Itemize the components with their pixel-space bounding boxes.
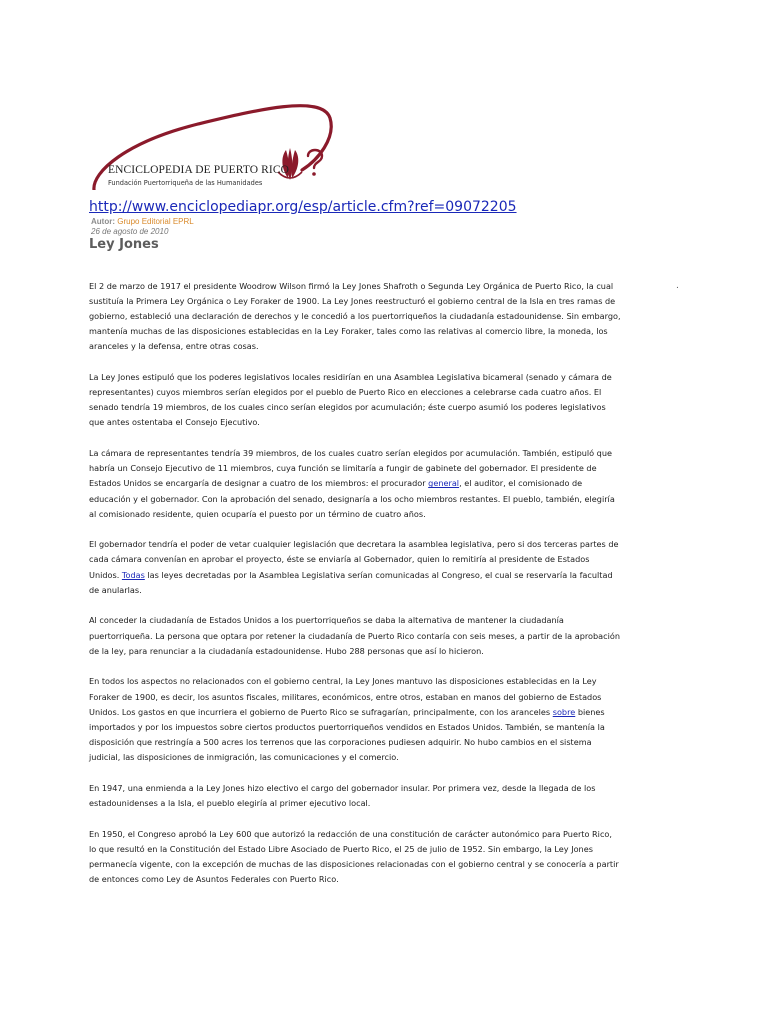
author-value[interactable]: Grupo Editorial EPRL (117, 217, 194, 226)
link-general[interactable]: general (428, 478, 460, 489)
text-line (89, 705, 709, 720)
text-line: aranceles y la defensa, entre otras cosas. (89, 341, 259, 352)
text-line: El gobernador tendría el poder de vetar cualquier legislación que decretara la asamblea legislativa, pero si dos terceras partes de (89, 539, 619, 550)
text-segment: Unidos. (89, 569, 122, 580)
paragraph-4 (89, 537, 709, 597)
paragraph-3 (89, 446, 709, 521)
text-line: La Ley Jones estipuló que los poderes legislativos locales residirían en una Asamblea Legislativa bicameral (senado y cámara de (89, 372, 612, 383)
text-segment: Estados Unidos se encargaría de designar a cuatro de los miembros: el procurador (89, 478, 429, 489)
logo-subtitle: Fundación Puertorriqueña de las Humanidades (108, 179, 263, 187)
article-title: Ley Jones (89, 237, 159, 252)
text-line: lo que resultó en la Constitución del Estado Libre Asociado de Puerto Rico, el 25 de julio de 1952. Sin embargo, la Ley Jones (89, 843, 593, 854)
article-body (89, 279, 709, 903)
paragraph-6 (89, 674, 709, 765)
text-line: educación y el gobernador. Con la aprobación del senado, designaría a los ocho miembros restantes. El pueblo, también, elegiría (89, 493, 615, 504)
text-segment: bienes (575, 706, 605, 717)
text-line: cada cámara convenían en aprobar el proyecto, éste se enviaría al Gobernador, quien lo remitiría al presidente de Estados (89, 554, 590, 565)
text-line: En todos los aspectos no relacionados con el gobierno central, la Ley Jones mantuvo las disposiciones establecidas en la Ley (89, 676, 597, 687)
text-line: sustituía la Primera Ley Orgánica o Ley Foraker de 1900. La Ley Jones reestructuró el gobierno central de la Isla en tres ramas de (89, 296, 616, 307)
paragraph-1 (89, 279, 709, 354)
logo-title: ENCICLOPEDIA DE PUERTO RICO (108, 164, 290, 176)
text-line: habría un Consejo Ejecutivo de 11 miembros, cuya función se limitaría a fungir de gabinete del gobernador. El presidente de (89, 463, 597, 474)
text-line: representantes) cuyos miembros serían elegidos por el pueblo de Puerto Rico en elecciones a celebrarse cada cuatro años. El (89, 387, 602, 398)
text-line: al comisionado residente, quien ocuparía el puesto por un término de cuatro años. (89, 508, 426, 519)
author-line (91, 217, 194, 226)
text-line: importados y por los impuestos sobre ciertos productos puertorriqueños vendidos en Estados Unidos. También, se mantenía la (89, 721, 605, 732)
text-segment: Unidos. Los gastos en que incurriera el gobierno de Puerto Rico se sufragarían, principalmente, con los aranceles (89, 706, 553, 717)
link-todas[interactable]: Todas (121, 569, 145, 580)
text-line: gobierno, estableció una declaración de derechos y le concedió a los puertorriqueños la ciudadanía estadounidense. Sin embargo, (89, 311, 621, 322)
text-line: Foraker de 1900, es decir, los asuntos fiscales, militares, económicos, entre otros, estaban en manos del gobierno de Estados (89, 691, 602, 702)
text-line: que antes ostentaba el Consejo Ejecutivo. (89, 417, 260, 428)
text-line (89, 568, 709, 583)
text-line: Al conceder la ciudadanía de Estados Unidos a los puertorriqueños se daba la alternativa de mantener la ciudadanía (89, 615, 564, 626)
text-segment: , el auditor, el comisionado de (459, 478, 583, 489)
stray-mark: . (676, 281, 679, 291)
text-line: senado tendría 19 miembros, de los cuales cinco serían elegidos por acumulación; éste cuerpo asumió los poderes legislativos (89, 402, 606, 413)
text-line: disposición que restringía a 500 acres los terrenos que las corporaciones pudiesen adquirir. No hubo cambios en el sistema (89, 736, 592, 747)
text-line: de anularlas. (89, 584, 142, 595)
author-label: Autor: (91, 217, 115, 226)
link-sobre[interactable]: sobre (552, 706, 576, 717)
text-line: mantenía muchas de las disposiciones establecidas en la Ley Foraker, tales como las relativas al comercio libre, la moneda, los (89, 326, 608, 337)
text-line: En 1950, el Congreso aprobó la Ley 600 que autorizó la redacción de una constitución de carácter autonómico para Puerto Rico, (89, 828, 612, 839)
text-line: estadounidenses a la Isla, el pueblo elegiría al primer ejecutivo local. (89, 797, 371, 808)
text-segment: las leyes decretadas por la Asamblea Legislativa serían comunicadas al Congreso, el cual se reservaría la facultad (144, 569, 613, 580)
text-line (89, 476, 709, 491)
text-line: permanecía vigente, con la excepción de muchas de las disposiciones relacionadas con el gobierno central y se conocería a partir (89, 858, 619, 869)
text-line: puertorriqueña. La persona que optara por retener la ciudadanía de Puerto Rico contaría con seis meses, a partir de la aprobación (89, 630, 620, 641)
text-line: judicial, las disposiciones de inmigración, las comunicaciones y el comercio. (89, 751, 399, 762)
text-line: La cámara de representantes tendría 39 miembros, de los cuales cuatro serían elegidos por acumulación. También, estipuló que (89, 448, 612, 459)
logo-swoosh-icon (86, 98, 336, 190)
text-line: de entonces como Ley de Asuntos Federales con Puerto Rico. (89, 873, 339, 884)
text-line: En 1947, una enmienda a la Ley Jones hizo electivo el cargo del gobernador insular. Por primera vez, desde la llegada de los (89, 782, 596, 793)
paragraph-7 (89, 781, 709, 811)
publish-date: 26 de agosto de 2010 (91, 227, 169, 236)
text-line: El 2 de marzo de 1917 el presidente Woodrow Wilson firmó la Ley Jones Shafroth o Segunda Ley Orgánica de Puerto Rico, la cual (89, 281, 614, 291)
paragraph-8 (89, 827, 709, 887)
text-line: de la ley, para renunciar a la ciudadanía estadounidense. Hubo 288 personas que así lo hicieron. (89, 645, 484, 656)
encyclopedia-logo (86, 98, 336, 190)
paragraph-2 (89, 370, 709, 430)
paragraph-5 (89, 613, 709, 658)
article-url-link[interactable]: http://www.enciclopediapr.org/esp/article.cfm?ref=09072205 (89, 199, 517, 215)
